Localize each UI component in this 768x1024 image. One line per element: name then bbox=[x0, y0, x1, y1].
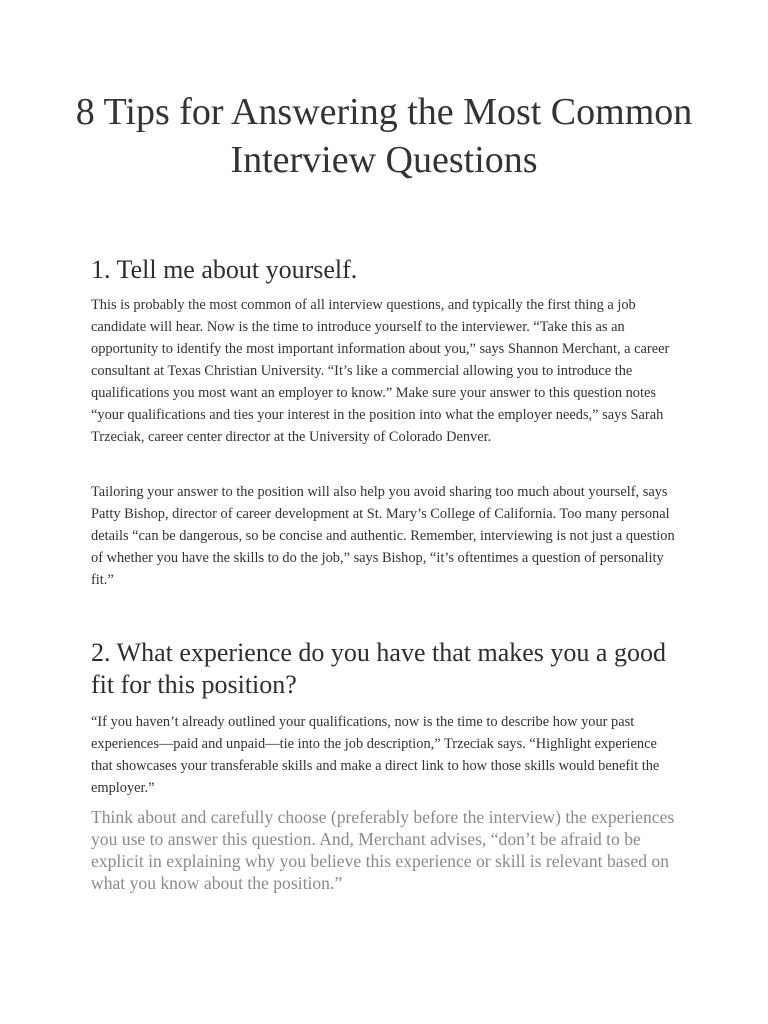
section-1-paragraph-1: This is probably the most common of all interview questions, and typically the first thing a job candidate will hear. Now is the time to introduce yourself to the interviewer. “Take this as an opportunity to identify the most important information about you,” says Shannon Merchant, a career consultant at Texas Christian University. “It’s like a commercial allowing you to introduce the qualifications you most want an employer to know.” Make sure your answer to this question notes “your qualifications and ties your interest in the position into what the employer needs,” says Sarah Trzeciak, career center director at the University of Colorado Denver. bbox=[91, 297, 670, 445]
document-title: 8 Tips for Answering the Most Common Interview Questions bbox=[75, 91, 693, 181]
section-1-paragraph-2: Tailoring your answer to the position will also help you avoid sharing too much about yourself, says Patty Bishop, director of career development at St. Mary’s College of California. Too many personal details “can be dangerous, so be concise and authentic. Remember, interviewing is not just a question of whether you have the skills to do the job,” says Bishop, “it’s oftentimes a question of personality fit.” bbox=[91, 484, 675, 588]
section-heading-2: 2. What experience do you have that makes you a good fit for this position? bbox=[91, 638, 666, 699]
section-2-paragraph-1: “If you haven’t already outlined your qualifications, now is the time to describe how your past experiences—paid and unpaid—tie into the job description,” Trzeciak says. “Highlight experience that showcases your transferable skills and make a direct link to how those skills would benefit the employer.” bbox=[91, 714, 660, 796]
section-2-paragraph-2: Think about and carefully choose (preferably before the interview) the experiences you use to answer this question. And, Merchant advises, “don’t be afraid to be explicit in explaining why you believe this experience or skill is relevant based on what you know about the position.” bbox=[91, 807, 675, 893]
section-heading-1: 1. Tell me about yourself. bbox=[91, 255, 358, 284]
